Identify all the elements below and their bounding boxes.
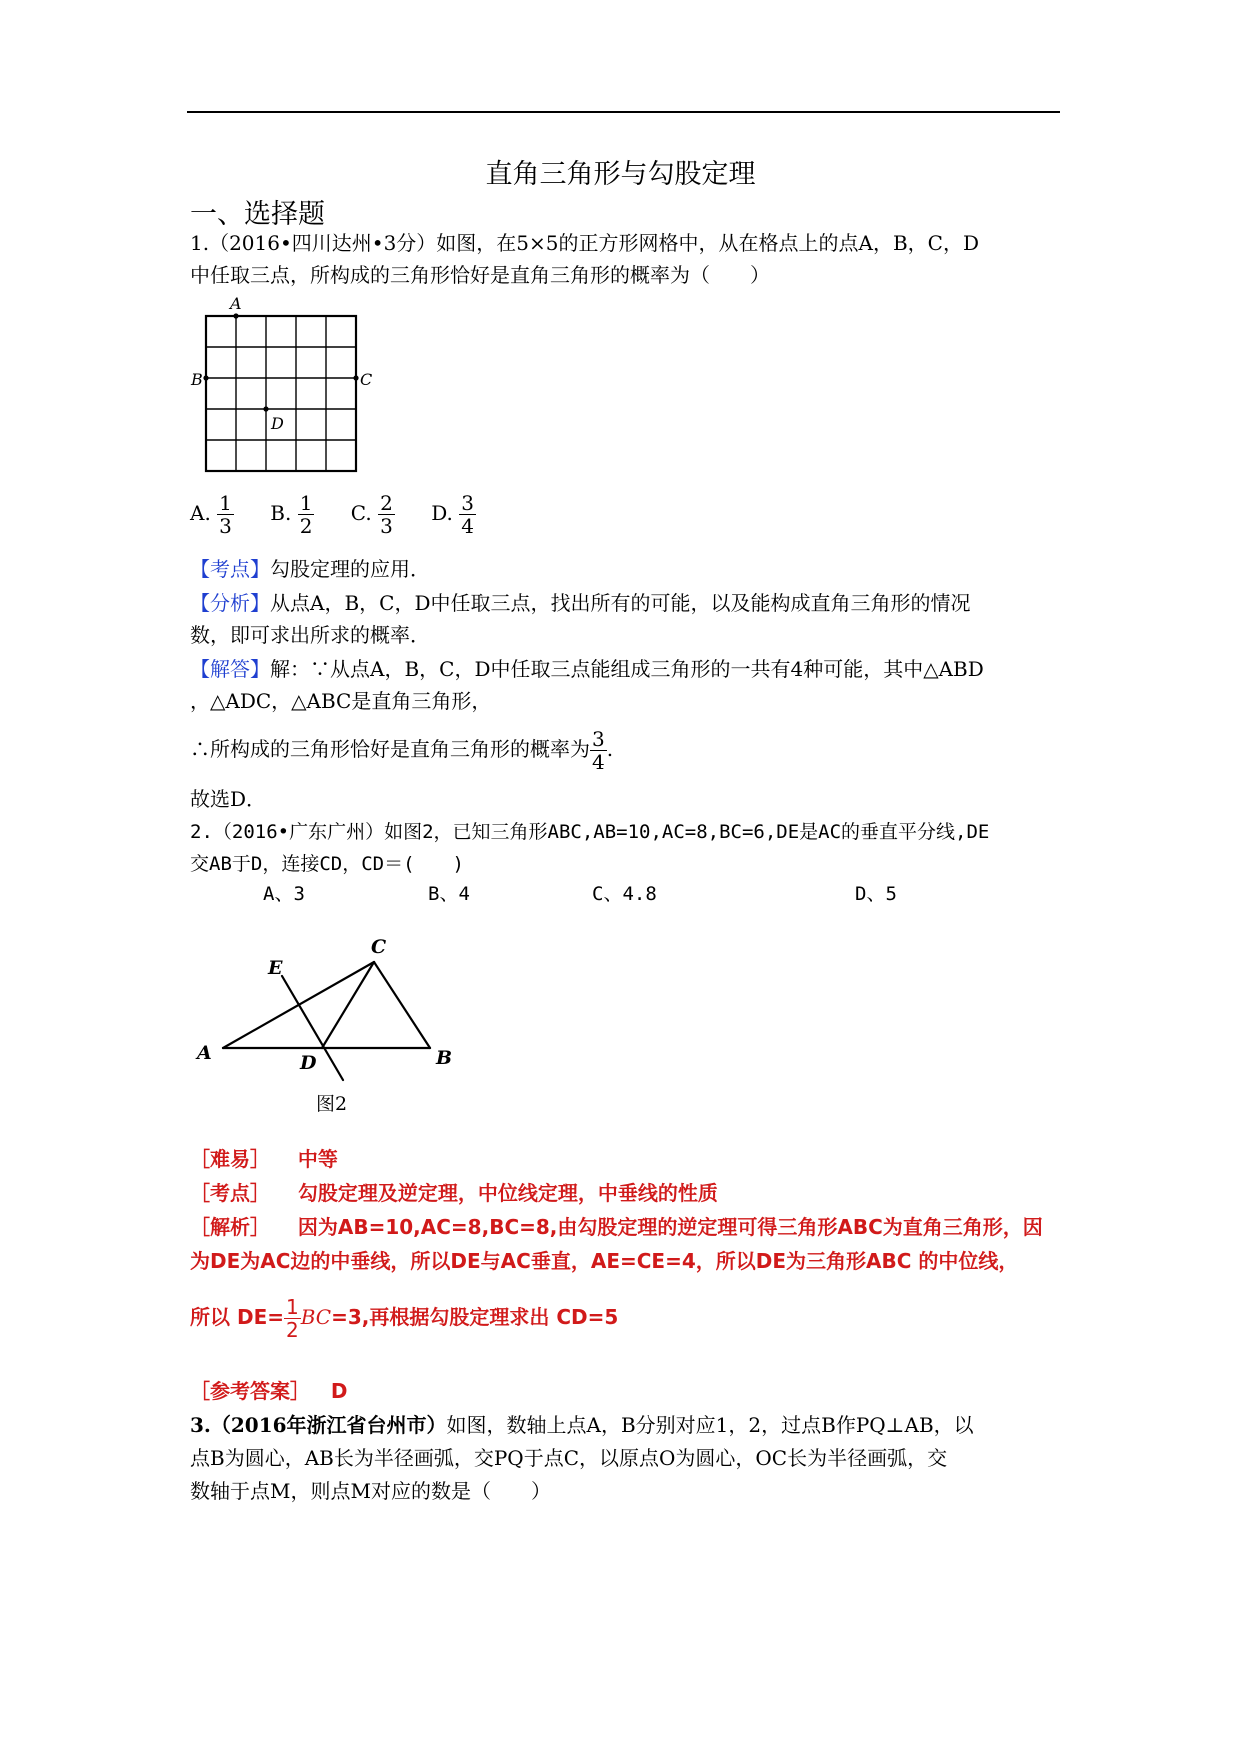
grid-label-b: B bbox=[191, 370, 203, 389]
q2-jiexi-line3: 所以 DE= $\frac{1}{2}$ BC=3,再根据勾股定理求出 CD=5 bbox=[190, 1295, 619, 1342]
fig-label-a: A bbox=[197, 1042, 212, 1064]
q2-kaodian: ［考点］ 勾股定理及逆定理，中位线定理，中垂线的性质 bbox=[190, 1181, 718, 1205]
q2-jiexi-line2: 为DE为AC边的中垂线，所以DE与AC垂直，AE=CE=4，所以DE为三角形ABC 的中位线， bbox=[190, 1249, 1019, 1273]
top-rule bbox=[187, 111, 1060, 113]
grid-lines bbox=[206, 316, 356, 471]
fig-label-c: C bbox=[371, 936, 387, 958]
q1-kaodian: 【考点】勾股定理的应用． bbox=[190, 557, 430, 581]
q1-option-d: D. $\frac{3}{4}$ bbox=[431, 491, 474, 538]
q1-line2: 中任取三点，所构成的三角形恰好是直角三角形的概率为（ ） bbox=[190, 263, 770, 287]
q1-jieda-line2: ，△ADC，△ABC是直角三角形， bbox=[190, 689, 492, 713]
q1-line1: 1.（2016•四川达州•3分）如图，在5×5的正方形网格中，从在格点上的点A，B，C，D bbox=[190, 231, 979, 255]
point-b bbox=[203, 375, 208, 380]
fig-label-d: D bbox=[300, 1052, 317, 1074]
segment-cd bbox=[322, 962, 374, 1048]
figure-caption: 图2 bbox=[316, 1093, 348, 1115]
grid-label-d: D bbox=[271, 414, 284, 433]
q1-grid-figure bbox=[190, 296, 373, 476]
q1-answer: 故选D． bbox=[190, 787, 267, 811]
q2-option-a: A、3 bbox=[263, 883, 305, 905]
q2-option-d: D、5 bbox=[855, 883, 897, 905]
segment-cb bbox=[374, 962, 430, 1048]
q2-option-c: C、4.8 bbox=[592, 883, 657, 905]
q1-option-a: A. $\frac{1}{3}$ bbox=[190, 491, 232, 538]
q1-fenxi-line2: 数，即可求出所求的概率． bbox=[190, 623, 430, 647]
point-c bbox=[353, 375, 358, 380]
q2-line1: 2.（2016•广东广州）如图2，已知三角形ABC,AB=10,AC=8,BC=6,DE是AC的垂直平分线,DE bbox=[190, 821, 990, 843]
point-d bbox=[263, 406, 268, 411]
point-a bbox=[233, 313, 238, 318]
q1-option-b: B. $\frac{1}{2}$ bbox=[270, 491, 313, 538]
q3-line2: 点B为圆心，AB长为半径画弧，交PQ于点C，以原点O为圆心，OC长为半径画弧，交 bbox=[190, 1446, 948, 1470]
section-heading: 一、选择题 bbox=[190, 199, 325, 230]
grid-label-a: A bbox=[230, 294, 242, 313]
page-title: 直角三角形与勾股定理 bbox=[485, 159, 756, 190]
q2-nanyi: ［难易］ 中等 bbox=[190, 1147, 338, 1171]
grid-label-c: C bbox=[360, 370, 373, 389]
q1-jieda-line3: ∴所构成的三角形恰好是直角三角形的概率为 $\frac{3}{4}$ . bbox=[190, 727, 614, 774]
q3-line3: 数轴于点M，则点M对应的数是（ ） bbox=[190, 1479, 551, 1503]
q2-jiexi-line1: ［解析］ 因为AB=10,AC=8,BC=8,由勾股定理的逆定理可得三角形ABC为直角三角形，因 bbox=[190, 1215, 1043, 1239]
fig-label-b: B bbox=[436, 1047, 453, 1069]
q3-line1: 3.（2016年浙江省台州市）如图，数轴上点A，B分别对应1，2，过点B作PQ⊥AB，以 bbox=[190, 1413, 974, 1437]
q2-answer: ［参考答案］ D bbox=[190, 1379, 348, 1403]
fig-label-e: E bbox=[268, 957, 283, 979]
q2-line2: 交AB于D，连接CD，CD＝( ) bbox=[190, 853, 464, 875]
q1-option-c: C. $\frac{2}{3}$ bbox=[350, 491, 393, 538]
q2-option-b: B、4 bbox=[428, 883, 470, 905]
q1-fenxi-line1: 【分析】从点A，B，C，D中任取三点，找出所有的可能，以及能构成直角三角形的情况 bbox=[190, 591, 971, 615]
q2-triangle-figure bbox=[190, 930, 470, 1090]
q1-jieda-line1: 【解答】解：∵从点A，B，C，D中任取三点能组成三角形的一共有4种可能，其中△ABD bbox=[190, 657, 984, 681]
q1-options bbox=[190, 492, 506, 537]
